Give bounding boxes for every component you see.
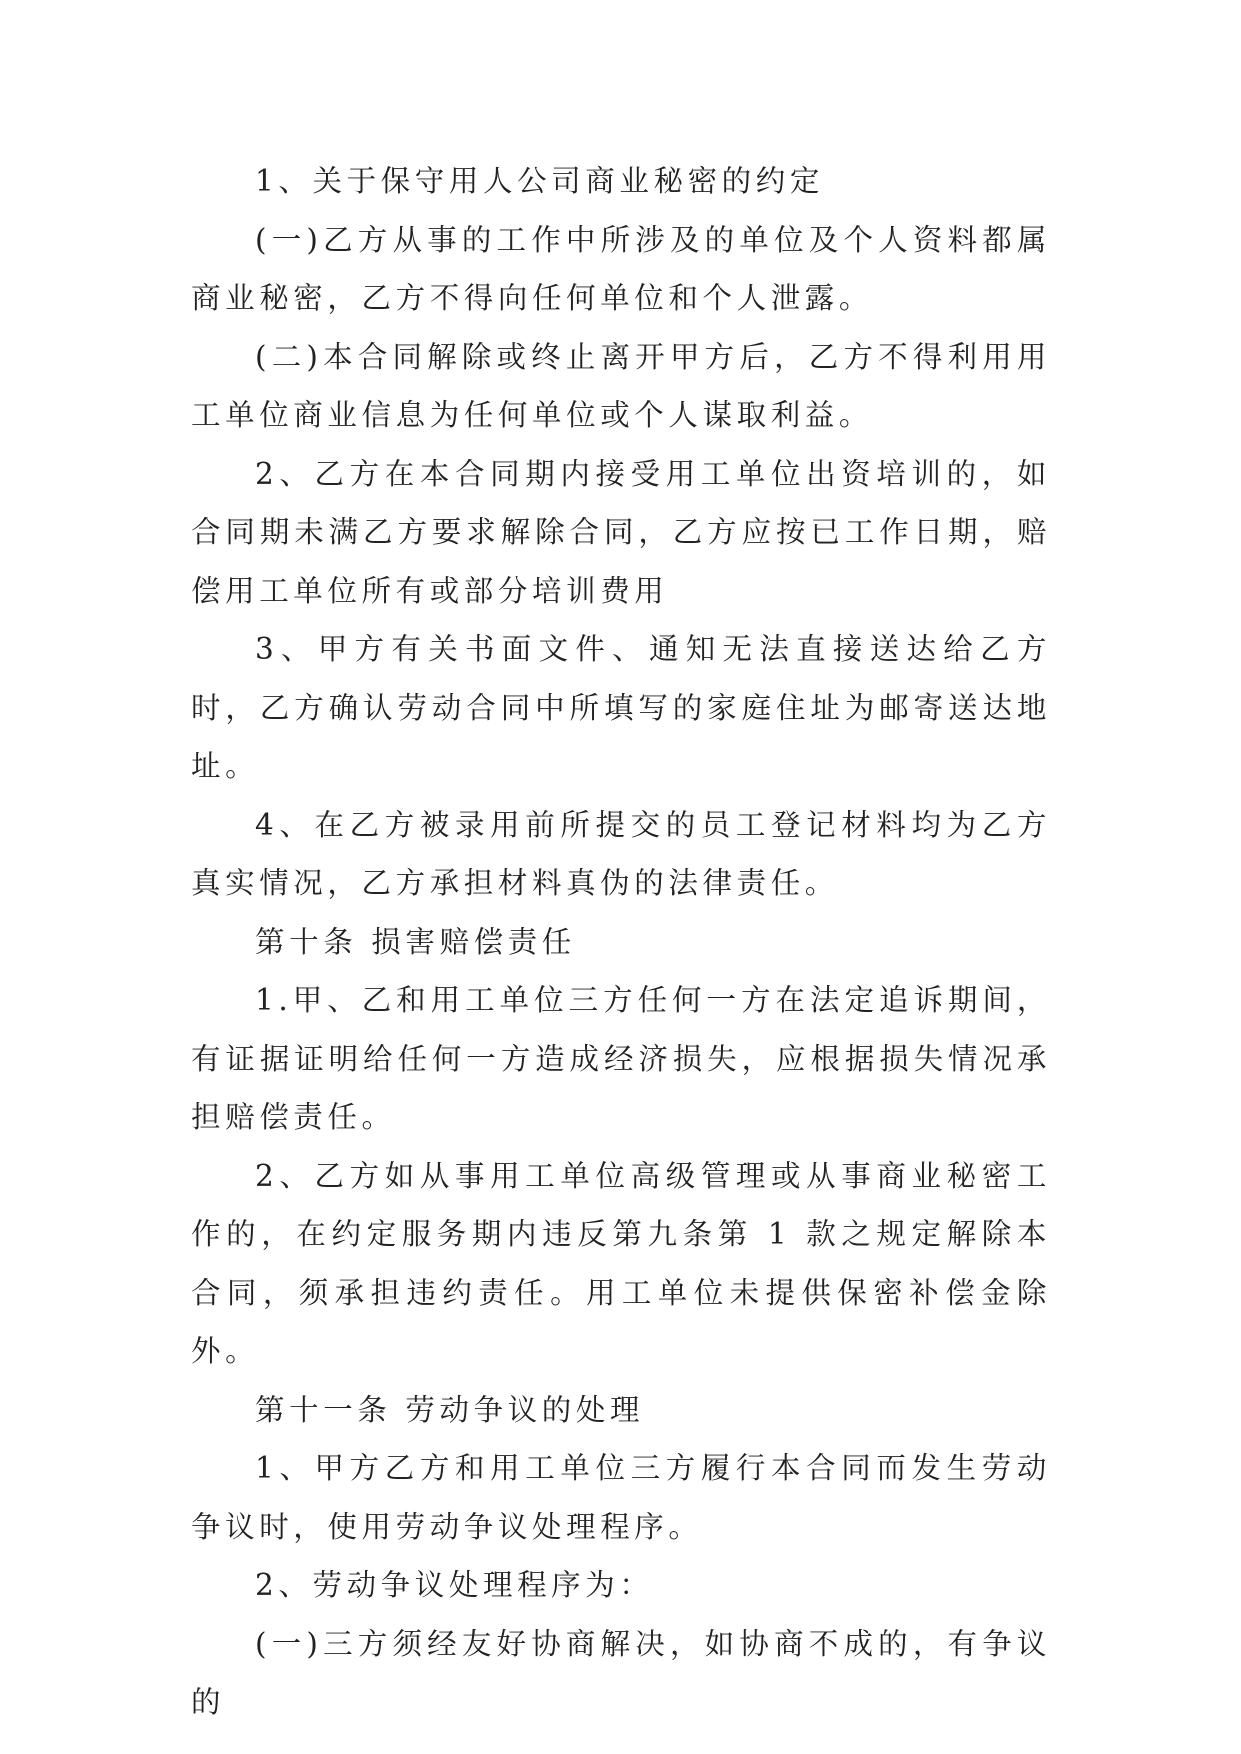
paragraph-dispute-3: (一)三方须经友好协商解决，如协商不成的，有争议的 <box>191 1626 1051 1719</box>
paragraph-compensation-1: 1.甲、乙和用工单位三方任何一方在法定追诉期间，有证据证明给任何一方造成经济损失，应根据损失情况承担赔偿责任。 <box>191 983 1051 1134</box>
paragraph-trade-secret-heading: 1、关于保守用人公司商业秘密的约定 <box>255 164 824 198</box>
paragraph-registration-materials: 4、在乙方被录用前所提交的员工登记材料均为乙方真实情况，乙方承担材料真伪的法律责任。 <box>191 807 1051 900</box>
paragraph-trade-secret-2: (二)本合同解除或终止离开甲方后，乙方不得利用用工单位商业信息为任何单位或个人谋取利益。 <box>191 339 1051 432</box>
paragraph-dispute-1: 1、甲方乙方和用工单位三方履行本合同而发生劳动争议时，使用劳动争议处理程序。 <box>191 1451 1051 1544</box>
article-10-heading: 第十条 损害赔偿责任 <box>255 924 576 959</box>
document-body <box>191 152 1051 1732</box>
paragraph-compensation-2: 2、乙方如从事用工单位高级管理或从事商业秘密工作的，在约定服务期内违反第九条第 1 款之规定解除本合同，须承担违约责任。用工单位未提供保密补偿金除外。 <box>191 1158 1051 1368</box>
paragraph-dispute-2: 2、劳动争议处理程序为： <box>255 1568 654 1602</box>
paragraph-delivery-address: 3、甲方有关书面文件、通知无法直接送达给乙方时，乙方确认劳动合同中所填写的家庭住址为邮寄送达地址。 <box>191 632 1051 783</box>
paragraph-training-cost: 2、乙方在本合同期内接受用工单位出资培训的，如合同期未满乙方要求解除合同，乙方应按已工作日期，赔偿用工单位所有或部分培训费用 <box>191 456 1051 608</box>
article-11-heading: 第十一条 劳动争议的处理 <box>255 1392 645 1427</box>
paragraph-trade-secret-1: (一)乙方从事的工作中所涉及的单位及个人资料都属商业秘密，乙方不得向任何单位和个人泄露。 <box>191 222 1051 315</box>
